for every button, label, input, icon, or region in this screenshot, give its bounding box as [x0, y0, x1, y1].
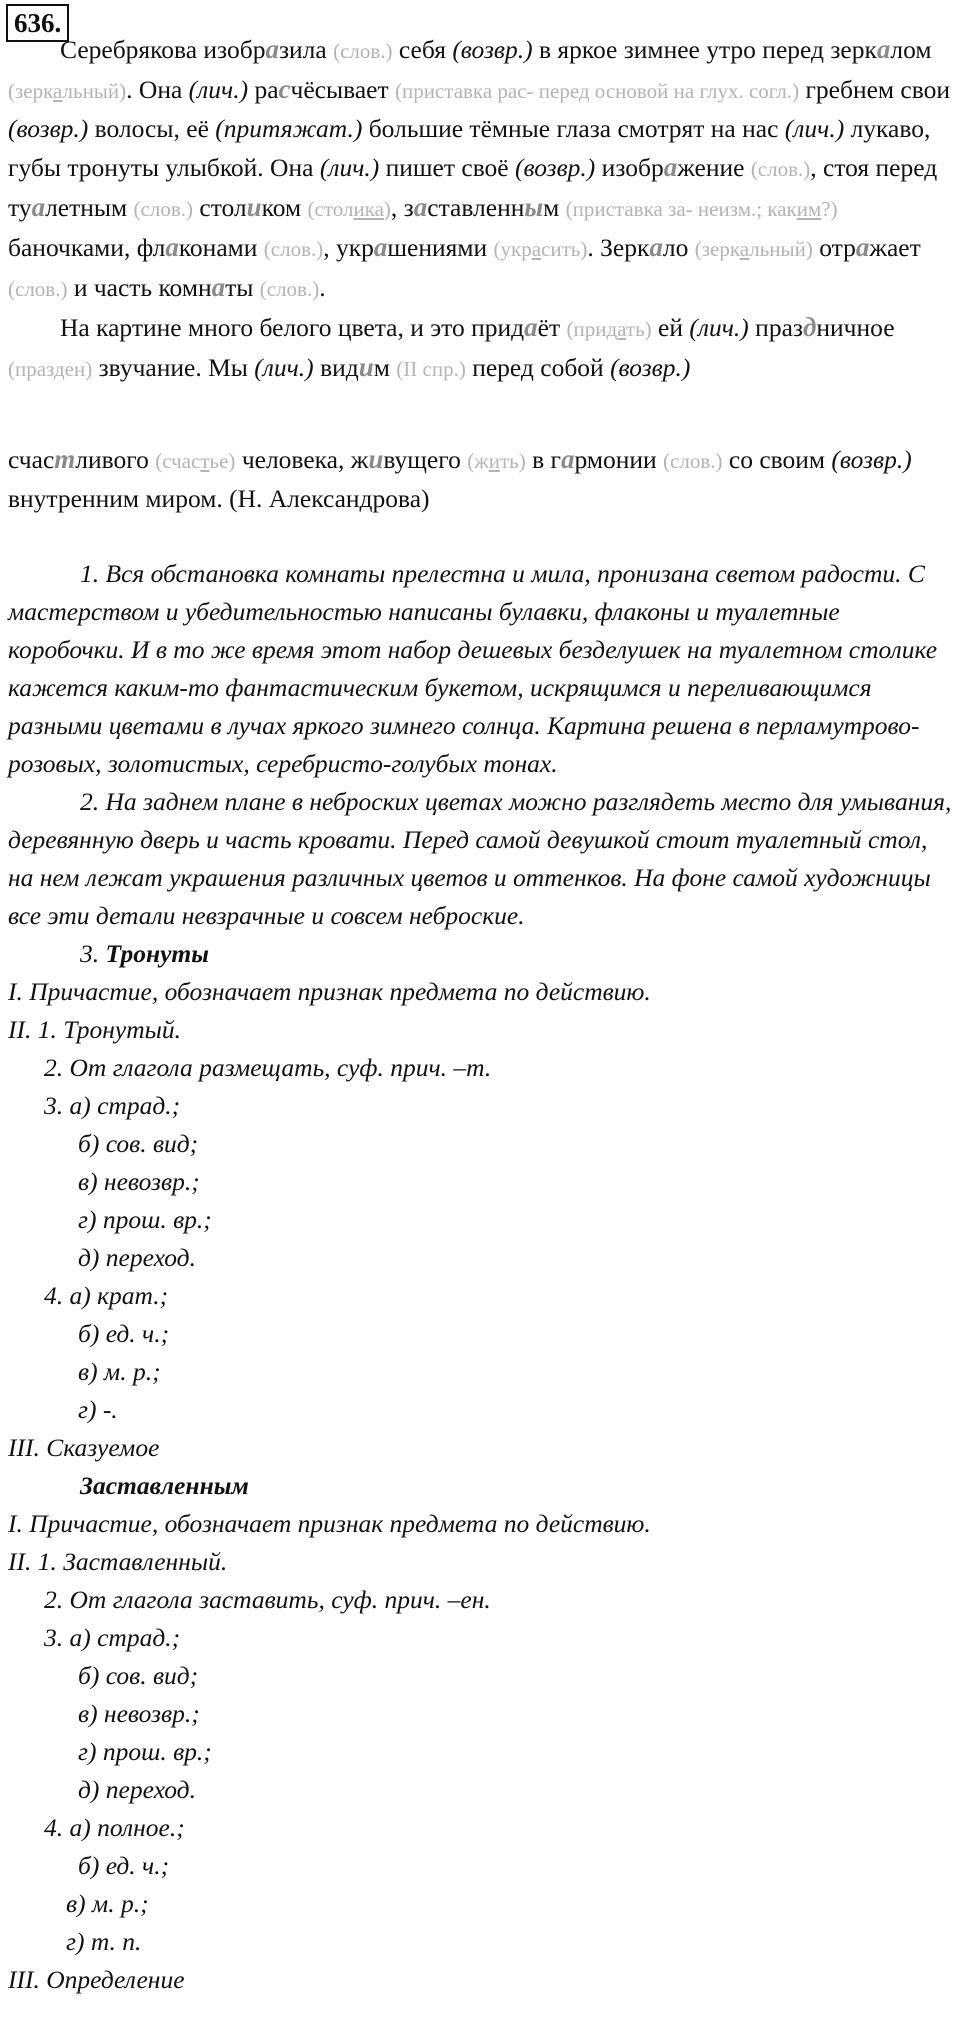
- hint-text: (слов.): [663, 449, 723, 473]
- text-run: баночками, фл: [8, 233, 166, 262]
- analysis-line: 2. От глагола заставить, суф. прич. –ен.: [44, 1585, 491, 1614]
- hint-text: (слов.): [259, 277, 320, 301]
- text-run: в г: [525, 445, 561, 474]
- analysis-line: г) -.: [78, 1395, 118, 1424]
- pronoun-category: (притяжат.): [215, 114, 363, 143]
- text-run: ты: [225, 273, 260, 302]
- pronoun-category: (лич.): [784, 114, 845, 143]
- pronoun-category: (возвр.): [452, 35, 533, 64]
- exercise-number: 636.: [6, 4, 69, 42]
- hint-text: ье): [209, 449, 236, 473]
- analysis-line: 4. а) полное.;: [44, 1813, 185, 1842]
- text-run: , укр: [323, 233, 374, 262]
- hint-text: ен): [64, 357, 93, 381]
- text-run: ничное: [816, 313, 895, 342]
- text-run: ло: [662, 233, 695, 262]
- hint-text: (стол: [307, 197, 354, 221]
- analysis-line: в) невозвр.;: [78, 1699, 200, 1728]
- hint-text: (II спр.): [396, 357, 466, 381]
- word-analysis-2: [8, 1505, 956, 1999]
- orthogram-letter: д: [802, 312, 817, 342]
- analysis-line: б) сов. вид;: [78, 1661, 199, 1690]
- hint-text: ?): [821, 197, 838, 221]
- orthogram-letter: а: [265, 34, 279, 64]
- orthogram-letter: а: [855, 232, 870, 262]
- text-run: вущего: [383, 445, 468, 474]
- text-run: звучание. Мы: [92, 353, 255, 382]
- text-run: ёт: [537, 313, 567, 342]
- orthogram-letter: а: [663, 152, 678, 182]
- text-run: в яркое зимнее утро перед зерк: [532, 35, 877, 64]
- orthogram-letter: а: [524, 312, 538, 342]
- hint-text: (укр: [493, 237, 532, 261]
- hint-text: сить): [541, 237, 588, 261]
- text-run: рмонии: [574, 445, 664, 474]
- analysis-line: д) переход.: [78, 1243, 196, 1272]
- analysis-line: г) прош. вр.;: [78, 1737, 212, 1766]
- text-run: человека, ж: [235, 445, 369, 474]
- text-run: большие тёмные глаза смотрят на нас: [362, 114, 785, 143]
- word-analysis-2-title: Заставленным: [80, 1471, 249, 1500]
- text-run: отр: [812, 233, 856, 262]
- text-run: зила: [278, 35, 334, 64]
- text-run: , стоя перед ту: [8, 153, 938, 222]
- hint-text: (праз: [8, 357, 54, 381]
- orthogram-letter: а: [560, 444, 575, 474]
- analysis-line: д) переход.: [78, 1775, 196, 1804]
- answer-2: 2. На заднем плане в неброских цветах можно разглядеть место для умывания, деревянную дверь и часть кровати. Перед самой девушкой стоит туалетный стол, на нем лежат украшения различных цветов и оттенков. На фоне самой художницы все эти детали невзрачные и совсем неброские.: [8, 787, 952, 930]
- analysis-line: б) ед. ч.;: [78, 1319, 170, 1348]
- text-run: перед собой: [465, 353, 611, 382]
- analysis-line: г) т. п.: [66, 1927, 142, 1956]
- orthogram-letter: а: [165, 232, 179, 262]
- hint-text: (слов.): [750, 157, 811, 181]
- text-run: жает: [869, 233, 921, 262]
- hint-text: льный): [749, 237, 813, 261]
- analysis-line: 4. а) крат.;: [44, 1281, 169, 1310]
- hint-text: льный): [62, 79, 127, 103]
- text-run: Серебрякова изобр: [60, 35, 266, 64]
- analysis-line: б) ед. ч.;: [78, 1851, 170, 1880]
- text-run: ливого: [75, 445, 156, 474]
- text-run: вид: [313, 353, 359, 382]
- orthogram-letter: и: [358, 352, 374, 382]
- text-run: ком: [261, 193, 308, 222]
- analysis-line: II. 1. Тронутый.: [8, 1015, 182, 1044]
- hint-underlined: им: [796, 197, 822, 221]
- text-run: м: [543, 193, 566, 222]
- word-analysis-1-number: 3.: [80, 939, 100, 968]
- text-run: со своим: [722, 445, 832, 474]
- analysis-line: б) сов. вид;: [78, 1129, 199, 1158]
- hint-text: (слов.): [133, 197, 193, 221]
- exercise-continuation: [8, 440, 953, 518]
- pronoun-category: (возвр.): [610, 353, 691, 382]
- analysis-line: 3. а) страд.;: [44, 1091, 181, 1120]
- word-analysis-1: [8, 973, 956, 1467]
- orthogram-letter: и: [246, 192, 262, 222]
- text-run: м: [373, 353, 397, 382]
- hint-text: ть): [499, 449, 526, 473]
- orthogram-letter: и: [368, 444, 384, 474]
- text-run: гребнем свои: [799, 75, 951, 104]
- exercise-text: [8, 30, 953, 388]
- analysis-line: I. Причастие, обозначает признак предмета по действию.: [8, 977, 651, 1006]
- word-analysis-1-title: Тронуты: [105, 939, 209, 968]
- hint-text: (слов.): [8, 277, 68, 301]
- text-run: летным: [45, 193, 134, 222]
- analysis-line: 2. От глагола размещать, суф. прич. –т.: [44, 1053, 492, 1082]
- hint-text: (прид: [566, 317, 618, 341]
- exercise-paragraph-3: [8, 440, 953, 518]
- orthogram-letter: с: [278, 74, 291, 104]
- hint-underlined: т: [200, 449, 210, 473]
- text-run: На картине много белого цвета, и это прид: [60, 313, 525, 342]
- text-run: стол: [193, 193, 247, 222]
- exercise-paragraph-2: [8, 308, 953, 388]
- analysis-line: в) невозвр.;: [78, 1167, 200, 1196]
- text-run: изобр: [595, 153, 664, 182]
- text-run: чёсывает: [290, 75, 395, 104]
- text-run: счас: [8, 445, 55, 474]
- text-run: внутренним миром. (Н. Александрова): [8, 484, 430, 513]
- hint-text: (ж: [467, 449, 489, 473]
- pronoun-category: (лич.): [188, 75, 249, 104]
- answers-section: [8, 555, 956, 1999]
- orthogram-letter: ы: [524, 192, 544, 222]
- orthogram-letter: а: [413, 192, 428, 222]
- text-run: ставленн: [427, 193, 525, 222]
- pronoun-category: (лич.): [319, 153, 380, 182]
- text-run: лукаво, губы тронуты улыбкой. Она: [8, 114, 931, 182]
- text-run: . Она: [126, 75, 189, 104]
- hint-underlined: д: [53, 357, 65, 381]
- hint-text: (приставка за- неизм.; как: [565, 197, 797, 221]
- hint-text: ть): [625, 317, 652, 341]
- answer-1: 1. Вся обстановка комнаты прелестна и мила, пронизана светом радости. С мастерством и убедительностью написаны булавки, флаконы и туалетные коробочки. И в то же время этот набор дешевых безделушек на туалетном столике кажется каким-то фантастическим букетом, искрящимся и переливающимся разными цветами в лучах яркого зимнего солнца. Картина решена в перламутрово-розовых, золотистых, серебристо-голубых тонах.: [8, 559, 938, 778]
- word-analysis-1-heading: [8, 935, 956, 973]
- hint-underlined: а: [617, 317, 626, 341]
- text-run: и часть комн: [67, 273, 212, 302]
- hint-underlined: и: [488, 449, 500, 473]
- analysis-line: 3. а) страд.;: [44, 1623, 181, 1652]
- hint-text: (слов.): [263, 237, 324, 261]
- text-run: ей: [651, 313, 690, 342]
- pronoun-category: (возвр.): [831, 445, 912, 474]
- hint-text: (приставка рас- перед основой на глух. согл.): [394, 79, 800, 103]
- text-run: шениями: [387, 233, 494, 262]
- analysis-line: I. Причастие, обозначает признак предмета по действию.: [8, 1509, 651, 1538]
- hint-text: (зерк: [694, 237, 740, 261]
- hint-text: (слов.): [333, 39, 393, 63]
- hint-underlined: а: [53, 79, 63, 103]
- text-run: .: [319, 273, 326, 302]
- text-run: конами: [178, 233, 264, 262]
- hint-text: (зерк: [8, 79, 53, 103]
- analysis-line: в) м. р.;: [78, 1357, 161, 1386]
- orthogram-letter: а: [876, 34, 891, 64]
- analysis-line: II. 1. Заставленный.: [8, 1547, 228, 1576]
- hint-underlined: а: [531, 237, 542, 261]
- hint-underlined: а: [739, 237, 750, 261]
- orthogram-letter: а: [373, 232, 388, 262]
- hint-text: (счас: [155, 449, 201, 473]
- hint-underlined: ика: [353, 197, 384, 221]
- orthogram-letter: а: [649, 232, 663, 262]
- analysis-line: в) м. р.;: [66, 1889, 149, 1918]
- text-run: ра: [248, 75, 279, 104]
- analysis-line: III. Сказуемое: [8, 1433, 160, 1462]
- pronoun-category: (лич.): [254, 353, 314, 382]
- orthogram-letter: а: [211, 272, 226, 302]
- orthogram-letter: т: [54, 444, 76, 474]
- text-run: себя: [392, 35, 453, 64]
- orthogram-letter: а: [31, 192, 46, 222]
- pronoun-category: (возвр.): [515, 153, 596, 182]
- text-run: жение: [677, 153, 751, 182]
- text-run: , з: [390, 193, 414, 222]
- text-run: . Зерк: [587, 233, 650, 262]
- word-analysis-2-heading: [8, 1467, 956, 1505]
- pronoun-category: (возвр.): [8, 114, 89, 143]
- text-run: праз: [748, 313, 803, 342]
- text-run: пишет своё: [379, 153, 516, 182]
- text-run: лом: [890, 35, 932, 64]
- pronoun-category: (лич.): [689, 313, 749, 342]
- exercise-paragraph-1: [8, 30, 953, 308]
- analysis-line: г) прош. вр.;: [78, 1205, 212, 1234]
- hint-text: ): [383, 197, 391, 221]
- text-run: волосы, её: [88, 114, 216, 143]
- analysis-line: III. Определение: [8, 1965, 185, 1994]
